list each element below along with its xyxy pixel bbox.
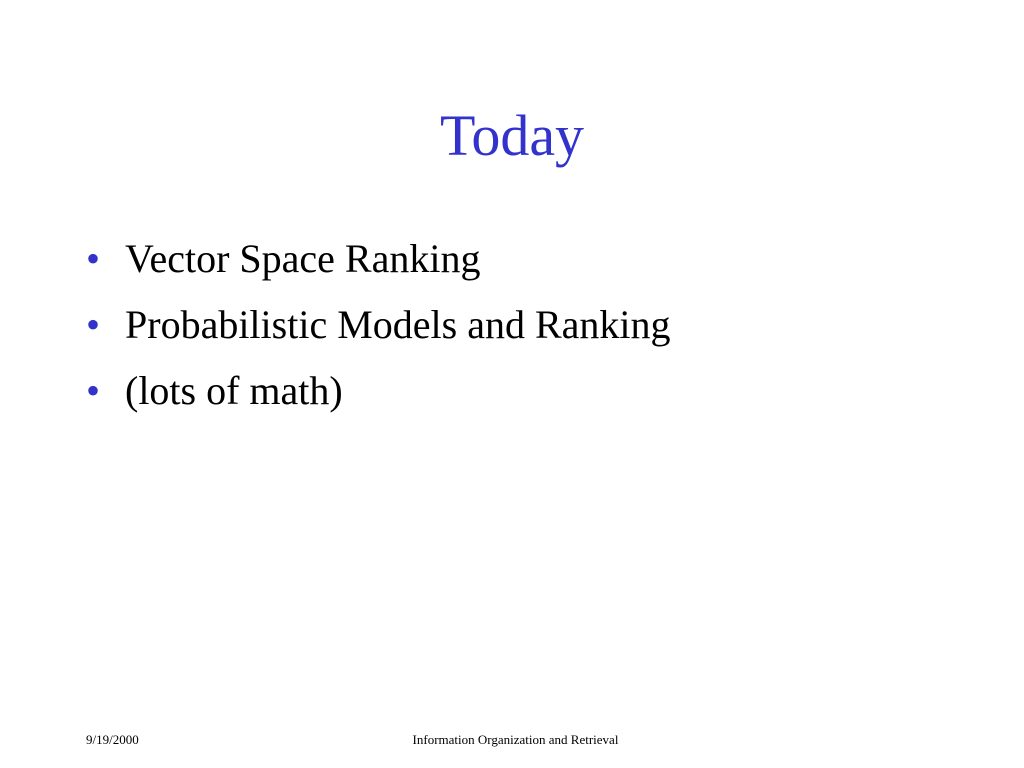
- bullet-icon: •: [86, 302, 101, 347]
- footer-date: 9/19/2000: [86, 732, 139, 747]
- bullet-icon: •: [86, 236, 101, 281]
- bullet-text: Vector Space Ranking: [125, 236, 481, 281]
- bullet-text: (lots of math): [125, 368, 343, 413]
- bullet-icon: •: [86, 368, 101, 413]
- slide-title: Today: [439, 103, 585, 168]
- list-item: [86, 226, 671, 292]
- bullet-text: Probabilistic Models and Ranking: [125, 302, 671, 347]
- bullet-list: [86, 226, 671, 424]
- list-item: [86, 358, 671, 424]
- list-item: [86, 292, 671, 358]
- footer-course-title: Information Organization and Retrieval: [412, 732, 619, 747]
